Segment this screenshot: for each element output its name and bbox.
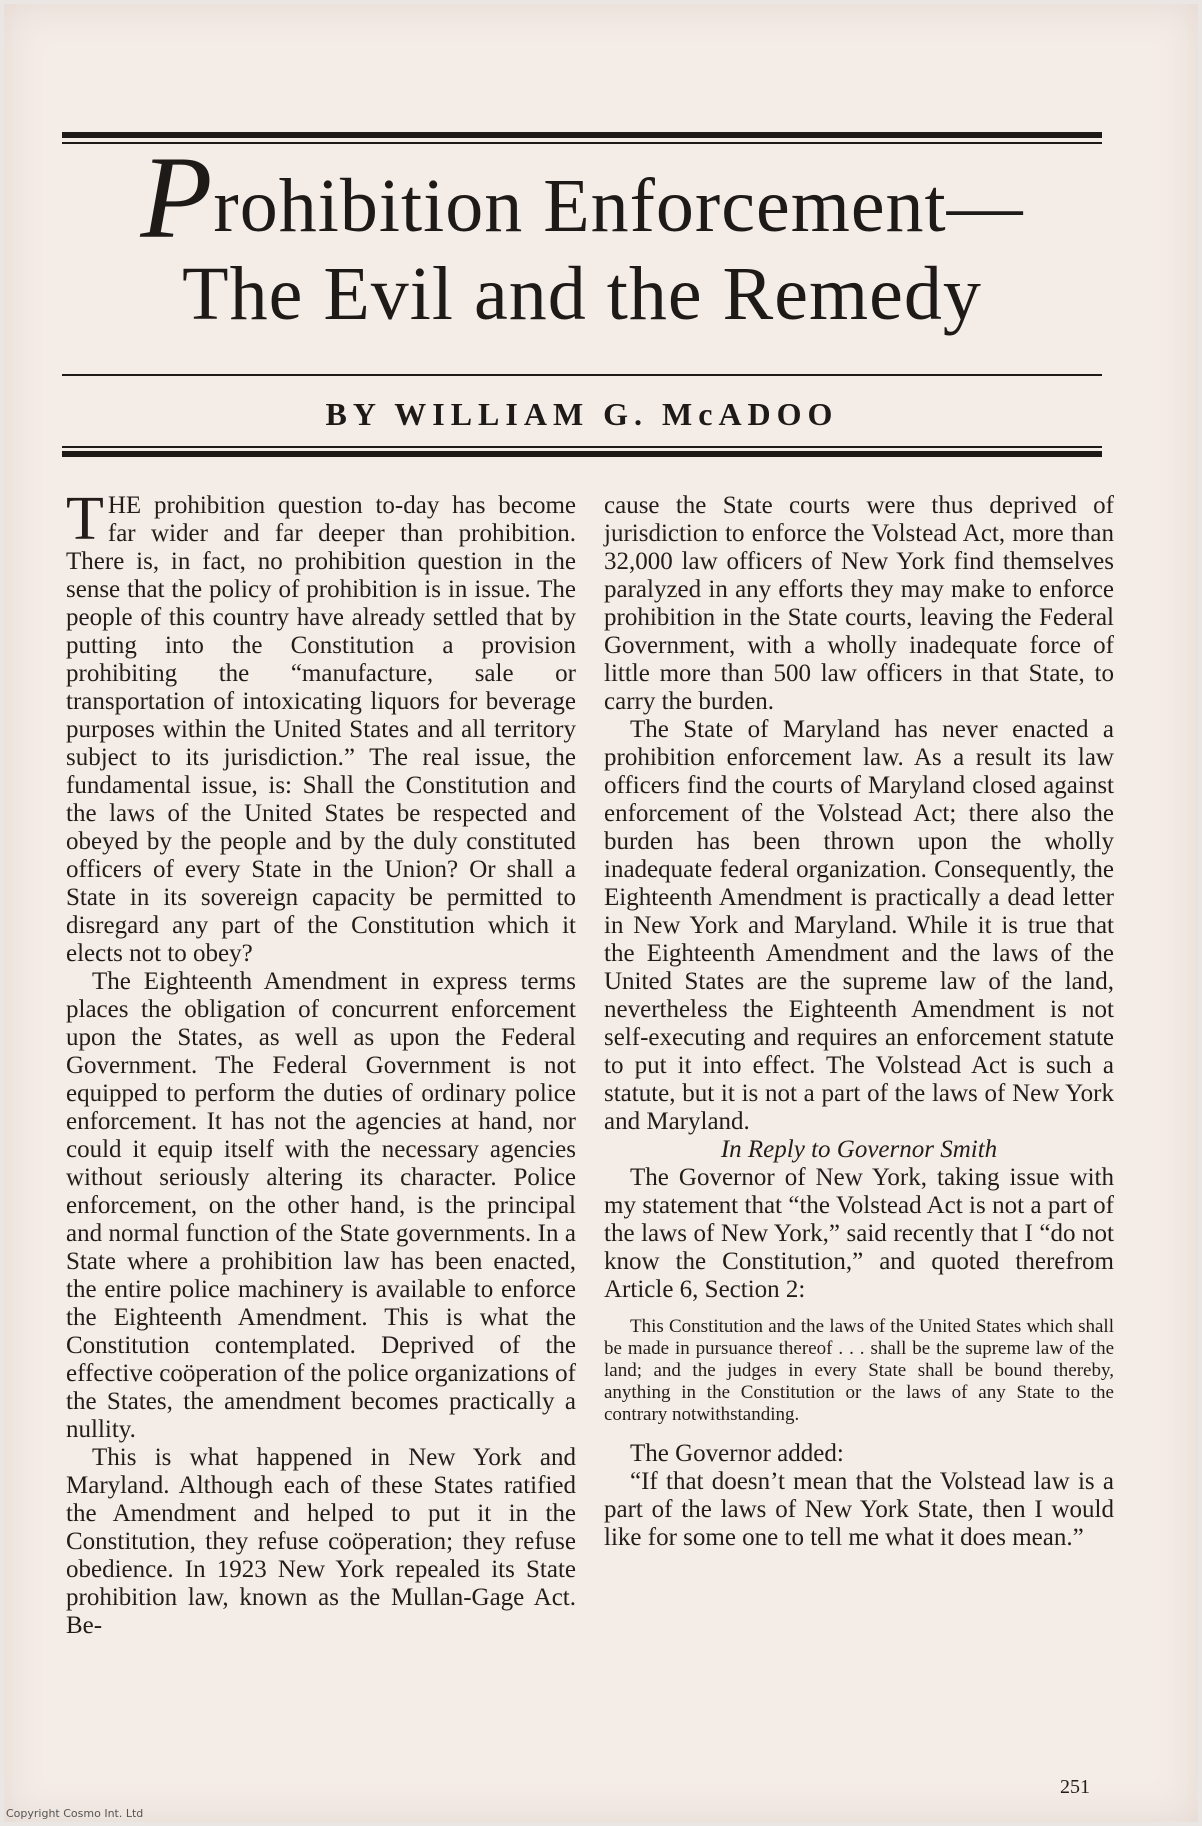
copyright-watermark: Copyright Cosmo Int. Ltd: [6, 1807, 144, 1820]
paragraph: This is what happened in New York and Maryland. Although each of these States ratified the Amendment and helped to put it in the Constitution, they refuse coöperation; they refuse obedience. In 1923 New York repealed its State prohibition law, known as the Mullan-Gage Act. Be-: [66, 1444, 576, 1639]
paragraph: The Eighteenth Amendment in express terms places the obligation of concurrent enforcement upon the States, as well as upon the Federal Government. The Federal Government is not equipped to perform the duties of ordinary police enforcement. It has not the agencies at hand, nor could it equip itself with the necessary agencies without seriously altering its character. Police enforcement, on the other hand, is the principal and normal function of the State governments. In a State where a prohibition law has been enacted, the entire police machinery is available to enforce the Eighteenth Amendment. This is what the Constitution contemplated. Deprived of the effective coöperation of the police organizations of the States, the amendment becomes practically a nullity.: [66, 968, 576, 1443]
title-line-1-text: rohibition Enforcement—: [213, 164, 1024, 248]
top-rule-thick: [62, 132, 1102, 138]
block-quote: This Constitution and the laws of the United States which shall be made in pursuance thereof . . . shall be the supreme law of the land; and the judges in every State shall be bound thereby, anything in the Constitution or the laws of any State to the contrary notwithstanding.: [604, 1316, 1114, 1425]
left-column: [66, 485, 576, 1742]
paragraph: The Governor of New York, taking issue with my statement that “the Volstead Act is not a part of the laws of New York,” said recently that I “do not know the Constitution,” and quoted therefrom Article 6, Section 2:: [604, 1164, 1114, 1303]
right-column: [604, 492, 1114, 1742]
top-rule-thin: [62, 142, 1102, 144]
magazine-page: [4, 4, 1198, 1822]
drop-cap: T: [66, 485, 104, 553]
byline-rule-thick: [62, 451, 1102, 457]
paragraph: cause the State courts were thus deprived of jurisdiction to enforce the Volstead Act, more than 32,000 law officers of New York find themselves paralyzed in any efforts they may make to enforce prohibition in the State courts, leaving the Federal Government, with a wholly inadequate force of little more than 500 law officers in that State, to carry the burden.: [604, 492, 1114, 715]
paragraph: “If that doesn’t mean that the Volstead law is a part of the laws of New York State, then I would like for some one to tell me what it does mean.”: [604, 1468, 1114, 1551]
title-line-1: [62, 132, 1102, 263]
paragraph: The State of Maryland has never enacted a prohibition enforcement law. As a result its law officers find the courts of Maryland closed against enforcement of the Volstead Act; there also the burden has been thrown upon the wholly inadequate federal organization. Consequently, the Eighteenth Amendment is practically a dead letter in New York and Maryland. While it is true that the Eighteenth Amendment and the laws of the United States are the supreme law of the land, nevertheless the Eighteenth Amendment is not self-executing and requires an enforcement statute to put it into effect. The Volstead Act is such a statute, but it is not a part of the laws of New York and Maryland.: [604, 716, 1114, 1135]
paragraph: [66, 485, 576, 968]
title-initial: P: [140, 132, 214, 263]
title-bottom-rule: [62, 374, 1102, 376]
article-title: [62, 132, 1102, 338]
byline-rule-thin: [62, 446, 1102, 448]
title-line-2: The Evil and the Remedy: [182, 252, 982, 336]
page-number: 251: [1060, 1776, 1090, 1798]
section-subhead: In Reply to Governor Smith: [720, 1136, 998, 1163]
byline: BY WILLIAM G. McADOO: [325, 396, 839, 432]
paragraph-text: HE prohibition question to-day has become far wider and far deeper than prohibition. There is, in fact, no prohibition question in the sense that the policy of prohibition is in issue. The people of this country have already settled that by putting into the Constitution a provision prohibiting the “manufacture, sale or transportation of intoxicating liquors for beverage purposes within the United States and all territory subject to its jurisdiction.” The real issue, the fundamental issue, is: Shall the Constitution and the laws of the United States be respected and obeyed by the people and by the duly constituted officers of every State in the Union? Or shall a State in its sovereign capacity be permitted to disregard any part of the Constitution which it elects not to obey?: [66, 492, 576, 967]
paragraph: The Governor added:: [630, 1440, 844, 1467]
